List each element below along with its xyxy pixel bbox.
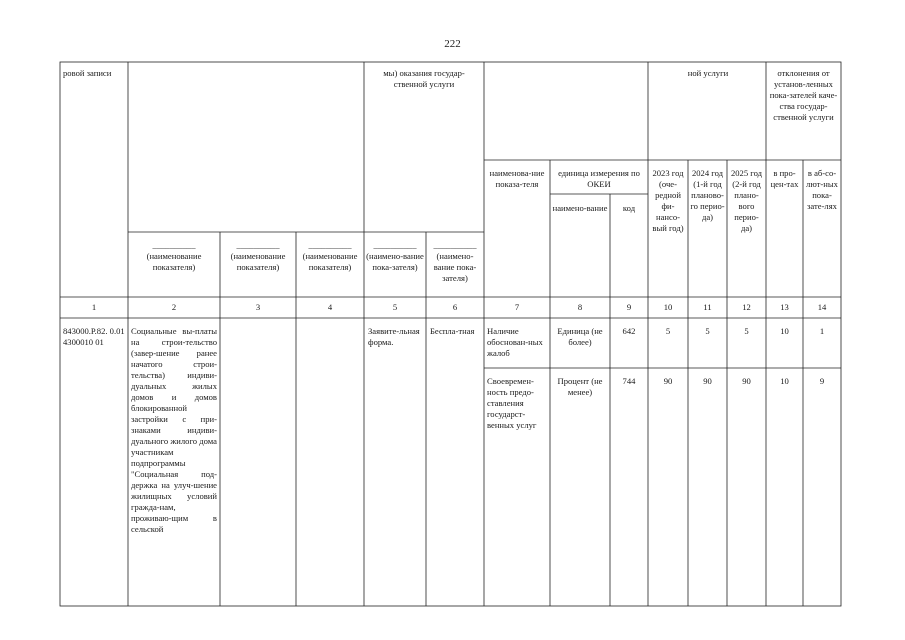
col5-subheader: __________ (наимено-вание пока-зателя): [366, 240, 424, 272]
col3-subheader: __________ (наименование показателя): [230, 240, 286, 272]
col89-header: единица измерения по ОКЕИ: [558, 168, 640, 189]
col2-subheader: __________ (наименование показателя): [146, 240, 202, 272]
metric-name: Наличие обоснован-ных жалоб: [487, 326, 543, 358]
metric-2024: 90: [703, 376, 712, 386]
metric-2023: 5: [665, 326, 671, 336]
col11-header: 2024 год (1-й год планово-го перио-да): [690, 168, 725, 222]
col-number-9: 9: [626, 302, 632, 312]
col1-header-fragment: ровой записи: [63, 68, 112, 78]
metric-deviation-abs: 9: [819, 376, 825, 386]
col-number-6: 6: [452, 302, 458, 312]
metric-unit: Процент (не менее): [557, 376, 603, 397]
col10-header: 2023 год (оче-редной фи-нансо-вый год): [652, 168, 684, 233]
metric-name: Своевремен-ность предо-ставления государст-венных услуг: [487, 376, 537, 430]
service-name: Социальные вы-платы на строи-тельство (завер-шение ранее начатого строи-тельства) индиви-дуальных жилых домов и домов блокированной застройки с при-знаками индиви-дуального жилого дома участникам подпрограммы "Социальная под-держка на улуч-шение жилищных условий гражда-нам, проживаю-щим в сельской: [131, 326, 217, 534]
metric-code: 642: [622, 326, 636, 336]
col12-header: 2025 год (2-й год плано-вого перио-да): [730, 168, 763, 233]
col14-header: в аб-со-лют-ных пока-зате-лях: [806, 168, 838, 211]
metric-unit: Единица (не более): [557, 326, 603, 347]
col-number-10: 10: [663, 302, 673, 312]
metric-code: 744: [622, 376, 636, 386]
metric-deviation-abs: 1: [819, 326, 825, 336]
col-number-12: 12: [742, 302, 751, 312]
col-number-14: 14: [817, 302, 827, 312]
col-number-13: 13: [780, 302, 789, 312]
page-number: 222: [444, 38, 461, 50]
col-number-4: 4: [327, 302, 333, 312]
col56-header-fragment: мы) оказания государ-ственной услуги: [383, 68, 465, 89]
service-cost: Беспла-тная: [430, 326, 475, 336]
col7-header: наименова-ние показа-теля: [489, 168, 545, 189]
col-number-7: 7: [514, 302, 520, 312]
service-form: Заявите-льная форма.: [368, 326, 420, 347]
col-number-11: 11: [703, 302, 712, 312]
col1012-header-fragment: ной услуги: [687, 68, 729, 78]
metric-2023: 90: [663, 376, 673, 386]
registry-code: 843000.Р.82. 0.014300010 01: [63, 326, 125, 347]
col-number-8: 8: [577, 302, 583, 312]
metric-deviation-pct: 10: [780, 376, 789, 386]
col8-header: наимено-вание: [552, 203, 608, 213]
col-number-1: 1: [91, 302, 97, 312]
col6-subheader: __________ (наимено-вание пока-зателя): [433, 240, 477, 283]
col13-header: в про-цен-тах: [770, 168, 799, 189]
col-number-3: 3: [255, 302, 261, 312]
metric-2024: 5: [705, 326, 710, 336]
col1314-header: отклонения от установ-ленных пока-зателей каче-ства государ-ственной услуги: [769, 68, 838, 122]
metric-2025: 5: [744, 326, 749, 336]
col-number-5: 5: [392, 302, 398, 312]
col-number-2: 2: [171, 302, 177, 312]
col4-subheader: __________ (наименование показателя): [302, 240, 358, 272]
metric-deviation-pct: 10: [780, 326, 789, 336]
metric-2025: 90: [742, 376, 751, 386]
col9-header: код: [622, 203, 636, 213]
